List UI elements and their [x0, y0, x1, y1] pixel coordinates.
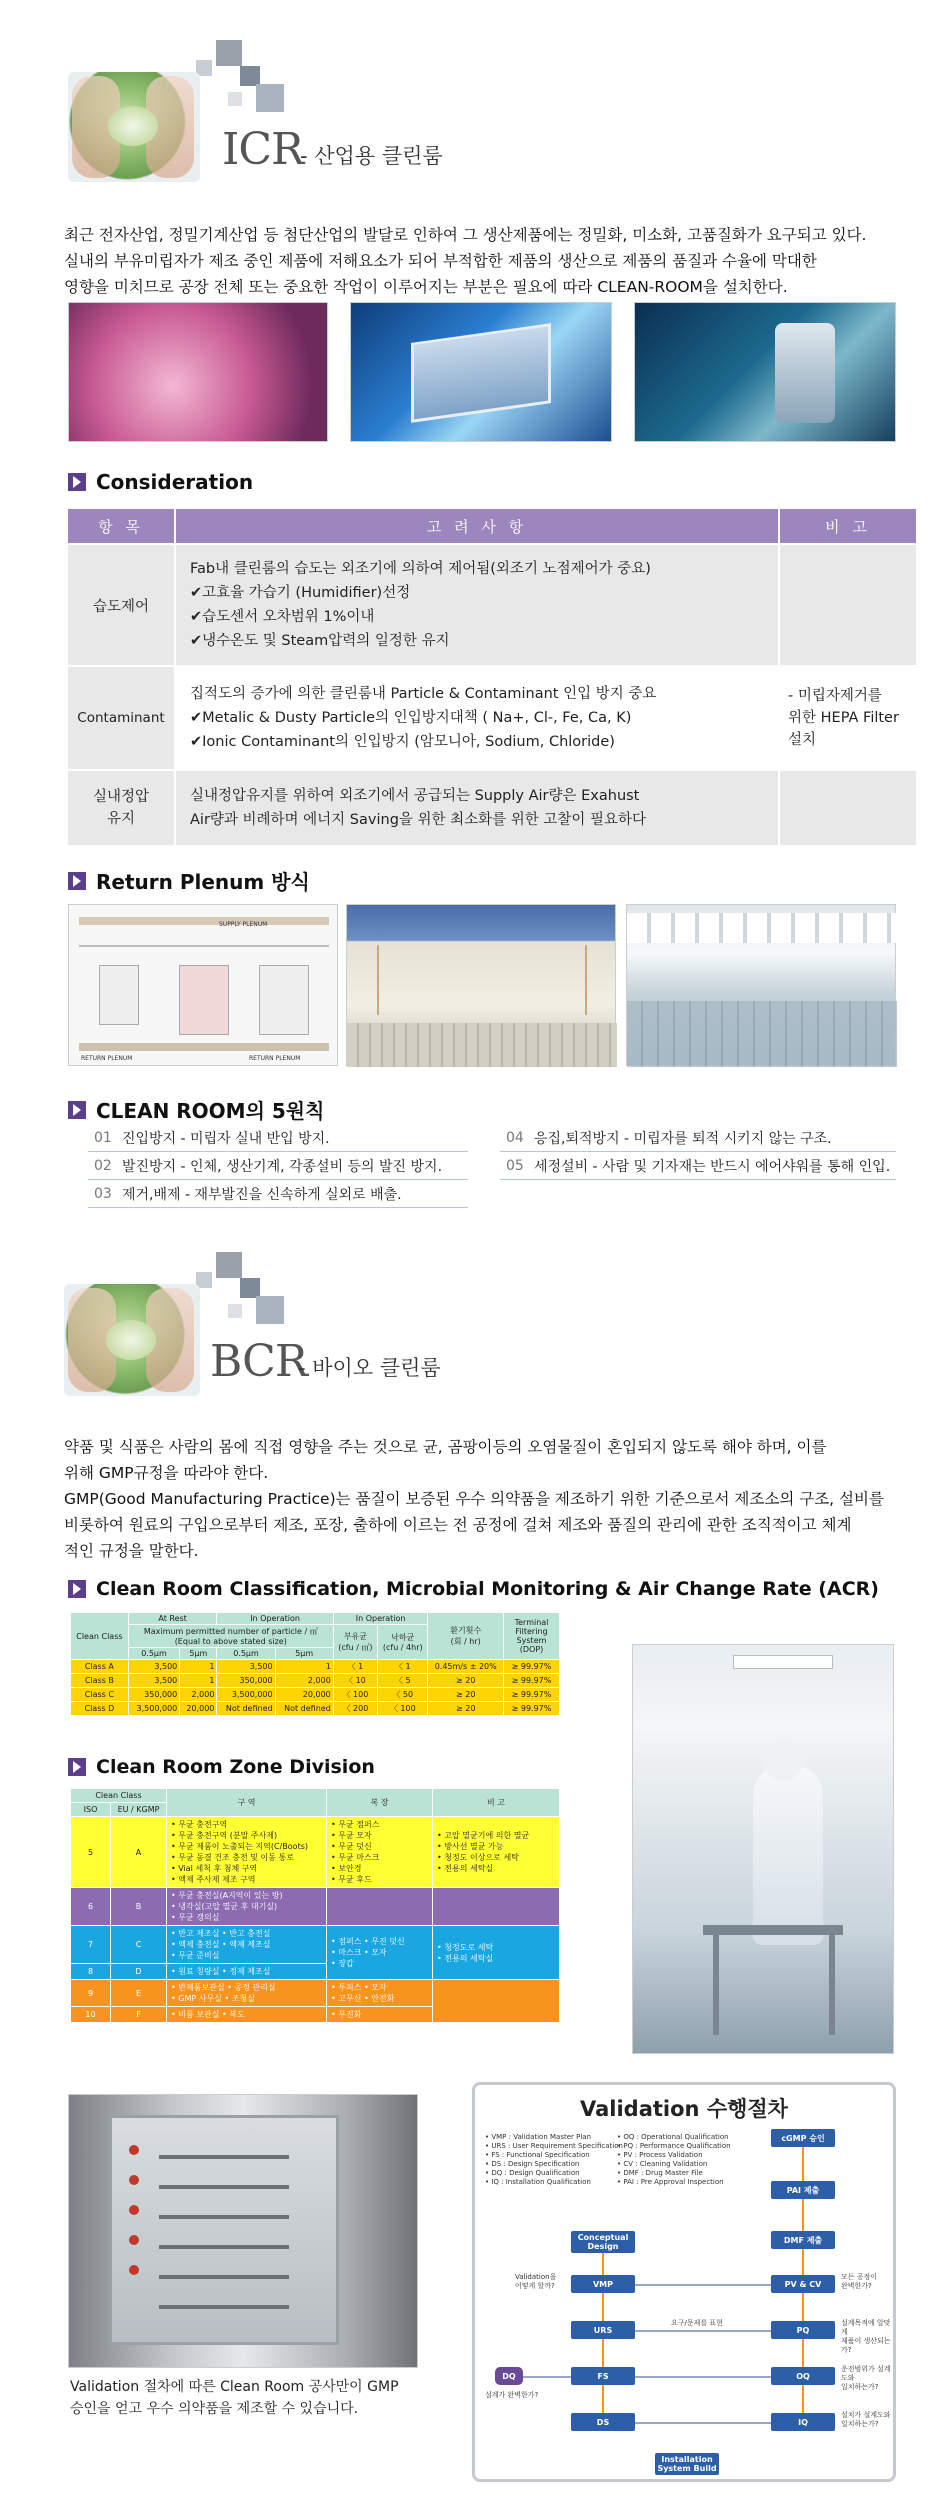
classification-heading	[68, 1578, 879, 1600]
consider-line: 실내정압유지를 위하여 외조기에서 공급되는 Supply Air량은 Exahust	[190, 788, 640, 804]
zone-header-note: 비 고	[433, 1789, 560, 1817]
consider-line: ✔습도센서 오차범위 1%이내	[190, 609, 375, 625]
arrow-bullet-icon	[68, 1101, 86, 1119]
bcr-subtitle: - 바이오 클린룸	[298, 1356, 441, 1380]
classification-cell: ≥ 99.97%	[504, 1674, 560, 1688]
zone-cell-area: • 반제품보관실 • 공정 관리실 • GMP 사무실 • 조청실	[167, 1980, 327, 2007]
zone-cell-area: • 원료 칭량실 • 정제 제조실	[167, 1964, 327, 1980]
classification-cell: Not defined	[275, 1702, 333, 1716]
op2-header: In Operation	[333, 1613, 428, 1625]
zone-cell-eu: E	[111, 1980, 167, 2007]
flow-connector	[802, 2385, 804, 2413]
icr-logo-image	[68, 72, 200, 182]
classification-cell: 350,000	[128, 1688, 179, 1702]
dmf-box: DMF 제출	[771, 2231, 835, 2249]
monitor-photo	[350, 302, 612, 442]
icr-intro-line: 실내의 부유미립자가 제조 중인 제품에 저해요소가 되어 부적합한 제품의 생산으로 제품의 품질과 수율에 막대한	[64, 252, 817, 270]
icr-title: ICR	[222, 124, 304, 175]
classification-cell: Class C	[71, 1688, 129, 1702]
zone-cell-area: • 무균 충전구역 • 무균 충전구역 (분말 주사제) • 무균 제품이 노출되는 지역(C/Boots) • 무균 동결 건조 충전 및 이동 통로 • Vial 세척 후 첨체 구역 • 액제 주사제 제조 구역	[167, 1817, 327, 1888]
principles-heading	[68, 1095, 324, 1124]
validation-caption: Validation 절차에 따른 Clean Room 공사만이 GMP 승인을 얻고 우수 의약품을 제조할 수 있습니다.	[70, 2379, 399, 2417]
consideration-table	[66, 507, 918, 847]
icr-intro-line: 영향을 미치므로 공장 전체 또는 중요한 작업이 이루어지는 부분은 필요에 따라 CLEAN-ROOM을 설치한다.	[64, 278, 788, 296]
passbox-photo	[68, 2094, 418, 2368]
term-header: Terminal Filtering System (DOP)	[504, 1613, 560, 1660]
flow-connector	[802, 2199, 804, 2231]
vmp-box: VMP	[571, 2275, 635, 2293]
ach-label: 환기횟수	[450, 1626, 482, 1635]
zone-cell-iso: 7	[71, 1926, 111, 1964]
classification-cell: 20,000	[180, 1702, 217, 1716]
classification-cell: 0.45m/s ± 20%	[428, 1660, 504, 1674]
principle-item	[500, 1124, 896, 1152]
return-plenum-title: Return Plenum 방식	[96, 870, 310, 894]
icr-intro-line: 최근 전자산업, 정밀기계산업 등 첨단산업의 발달로 인하여 그 생산제품에는 정밀화, 미소화, 고품질화가 요구되고 있다.	[64, 226, 867, 244]
principle-number: 04	[506, 1129, 524, 1146]
bcr-intro-line: 약품 및 식품은 사람의 몸에 직접 영향을 주는 것으로 균, 곰팡이등의 오염물질이 혼입되지 않도록 해야 하며, 이를	[64, 1438, 827, 1456]
classification-cell: 1	[275, 1660, 333, 1674]
classification-cell: 2,000	[275, 1674, 333, 1688]
zone-cell-eu: B	[111, 1888, 167, 1926]
table-header-consider: 고 려 사 항	[175, 508, 779, 544]
consider-line: Fab내 클린룸의 습도는 외조기에 의하여 제어됨(외조기 노점제어가 중요)	[190, 561, 651, 577]
classification-cell: 3,500	[128, 1674, 179, 1688]
zone-cell-iso: 9	[71, 1980, 111, 2007]
bcr-intro-line: 위해 GMP규정을 따라야 한다.	[64, 1464, 269, 1482]
oq-box: OQ	[771, 2367, 835, 2385]
classification-cell: ≥ 99.97%	[504, 1702, 560, 1716]
zone-header-iso: ISO	[71, 1803, 111, 1817]
zone-table	[70, 1788, 560, 2023]
wafer-photo	[68, 302, 328, 442]
install-box: Installation System Build	[655, 2453, 719, 2475]
cleanroom-worker-photo	[632, 1644, 894, 2054]
classification-cell: 〈 100	[333, 1688, 377, 1702]
table-cell-note	[779, 544, 917, 666]
consider-line: 집적도의 증가에 의한 클린룸내 Particle & Contaminant 인입 방지 중요	[190, 686, 657, 702]
classification-cell: ≥ 99.97%	[504, 1660, 560, 1674]
arrow-bullet-icon	[68, 473, 86, 491]
classification-cell: 3,500,000	[217, 1688, 275, 1702]
icr-subtitle: - 산업용 클린룸	[300, 144, 443, 168]
zone-row	[71, 1817, 560, 1888]
zone-cell-area: • 무균 충전실(A지역이 있는 방) • 냉각실(고압 멸균 후 대기실) • 무균 갱의실	[167, 1888, 327, 1926]
classification-cell: 〈 10	[333, 1674, 377, 1688]
flow-connector	[802, 2249, 804, 2275]
flow-connector	[802, 2293, 804, 2321]
table-cell-note: - 미립자제거를 위한 HEPA Filter 설치	[779, 666, 917, 770]
zone-cell-eu: C	[111, 1926, 167, 1964]
max-label2: (Equal to above stated size)	[174, 1637, 287, 1646]
bcr-title: BCR	[210, 1336, 307, 1387]
pq-box: PQ	[771, 2321, 835, 2339]
classification-row	[71, 1688, 560, 1702]
arrow-bullet-icon	[68, 1580, 86, 1598]
flow-connector	[635, 2422, 771, 2424]
ach-header	[428, 1613, 504, 1660]
classification-cell: 〈 50	[378, 1688, 428, 1702]
classification-cell: Class B	[71, 1674, 129, 1688]
flow-connector	[802, 2147, 804, 2181]
classification-row	[71, 1674, 560, 1688]
iq-box: IQ	[771, 2413, 835, 2431]
dq-box: DQ	[495, 2367, 523, 2385]
table-cell-consider	[175, 544, 779, 666]
validation-legend-left: • VMP : Validation Master Plan • URS : User Requirement Specification • FS : Functional Specification • DS : Design Specification • DQ : Design Qualification • IQ : Installation Qualification	[485, 2133, 623, 2186]
principle-text: 발진방지 - 인체, 생산기계, 각종설비 등의 발진 방지.	[122, 1158, 443, 1175]
arrow-bullet-icon	[68, 1758, 86, 1776]
zone-cell-area: • 반고 제조실 • 반고 충전실 • 액제 충전실 • 액제 제조실 • 무균 준비실	[167, 1926, 327, 1964]
zone-cell-eu: A	[111, 1817, 167, 1888]
oq-question: 운전범위가 설계도와 일치하는가?	[841, 2365, 891, 2391]
classification-cell: 20,000	[275, 1688, 333, 1702]
float-header	[333, 1625, 377, 1660]
size-header: 5μm	[275, 1648, 333, 1660]
consider-line: ✔냉수온도 및 Steam압력의 일정한 유지	[190, 633, 450, 649]
return-plenum-heading	[68, 866, 310, 895]
principle-number: 02	[94, 1157, 112, 1174]
vmp-question: Validation을 어떻게 할까?	[515, 2273, 557, 2290]
table-cell-consider	[175, 666, 779, 770]
principle-number: 03	[94, 1185, 112, 1202]
flow-connector	[635, 2376, 771, 2378]
classification-cell: 〈 1	[378, 1660, 428, 1674]
zone-cell-note	[433, 1980, 560, 2023]
max-header	[128, 1625, 333, 1648]
zone-header-eu: EU / KGMP	[111, 1803, 167, 1817]
plenum-label: RETURN PLENUM	[249, 1055, 301, 1062]
zone-cell-iso: 8	[71, 1964, 111, 1980]
zone-cell-area: • 비품 보관실 • 복도	[167, 2007, 327, 2023]
flow-connector	[635, 2284, 771, 2286]
classification-cell: ≥ 20	[428, 1688, 504, 1702]
flow-connector	[602, 2253, 604, 2275]
flow-connector	[602, 2385, 604, 2413]
zone-cell-eu: F	[111, 2007, 167, 2023]
cleanroom-real-photo	[626, 904, 896, 1066]
microscope-photo	[634, 302, 896, 442]
principle-number: 01	[94, 1129, 112, 1146]
pv-question: 모든 공정이 완벽한가?	[841, 2273, 878, 2290]
table-header-note: 비 고	[779, 508, 917, 544]
zone-cell-dress: • 무진화	[327, 2007, 433, 2023]
validation-flowchart	[472, 2082, 896, 2482]
classification-cell: ≥ 20	[428, 1702, 504, 1716]
fall-label: 낙하균	[391, 1633, 415, 1642]
float-label: 부유균	[343, 1632, 367, 1641]
classification-cell: ≥ 20	[428, 1674, 504, 1688]
bcr-logo-image	[64, 1284, 200, 1396]
plenum-label: RETURN PLENUM	[81, 1055, 133, 1062]
zone-header-area: 구 역	[167, 1789, 327, 1817]
size-header: 0.5μm	[128, 1648, 179, 1660]
classification-cell: Class D	[71, 1702, 129, 1716]
zone-title: Clean Room Zone Division	[96, 1756, 375, 1778]
zone-row	[71, 1888, 560, 1926]
classification-cell: 3,500	[217, 1660, 275, 1674]
pq-question: 설계목적에 알맞게 제품이 생산되는가?	[841, 2319, 891, 2354]
bcr-intro-line: 비롯하여 원료의 구입으로부터 제조, 포장, 출하에 이르는 전 공정에 걸쳐 제조와 품질의 관리에 관한 조직적이고 체계	[64, 1516, 852, 1534]
zone-cell-note: • 고압 멸균기에 의한 멸균 • 방사선 멸균 가능 • 청정도 이상으로 세탁 • 전용의 세탁실	[433, 1817, 560, 1888]
zone-cell-dress: • 무균 점퍼스 • 무균 모자 • 무균 덧신 • 무균 마스크 • 보안경 • 무균 후드	[327, 1817, 433, 1888]
classification-cell: 〈 200	[333, 1702, 377, 1716]
flow-connector	[602, 2339, 604, 2367]
bcr-intro-line: 적인 규정을 말한다.	[64, 1542, 199, 1560]
bcr-intro	[64, 1434, 898, 1564]
zone-cell-dress	[327, 1888, 433, 1926]
classification-cell: 350,000	[217, 1674, 275, 1688]
plenum-diagram	[68, 904, 338, 1066]
classification-cell: 〈 5	[378, 1674, 428, 1688]
table-header-item: 항 목	[67, 508, 175, 544]
classification-cell: Class A	[71, 1660, 129, 1674]
pvcv-box: PV & CV	[771, 2275, 835, 2293]
ds-box: DS	[571, 2413, 635, 2431]
flow-connector	[523, 2376, 571, 2378]
zone-cell-iso: 10	[71, 2007, 111, 2023]
float-unit: (cfu / ㎥)	[338, 1643, 373, 1652]
classification-cell: 3,500,000	[128, 1702, 179, 1716]
principles-title: CLEAN ROOM의 5원칙	[96, 1099, 325, 1123]
zone-cell-dress: • 점퍼스 • 무진 덧신 • 마스크 • 모자 • 장갑	[327, 1926, 433, 1980]
bcr-intro-line: GMP(Good Manufacturing Practice)는 품질이 보증된 우수 의약품을 제조하기 위한 기준으로서 제조소의 구조, 설비를	[64, 1490, 884, 1508]
consider-line: ✔Ionic Contaminant의 인입방지 (암모니아, Sodium, Chloride)	[190, 734, 615, 750]
principle-text: 제거,배제 - 재부발진을 신속하게 실외로 배출.	[122, 1186, 402, 1203]
plenum-label: SUPPLY PLENUM	[219, 921, 268, 928]
table-cell-item: 실내정압 유지	[67, 770, 175, 846]
principle-item	[500, 1152, 896, 1180]
ach-unit: (회 / hr)	[450, 1637, 481, 1646]
principle-text: 응집,퇴적방지 - 미립자를 퇴적 시키지 않는 구조.	[534, 1130, 832, 1147]
principle-item	[88, 1124, 468, 1152]
principle-item	[88, 1152, 468, 1180]
classification-cell: 〈 1	[333, 1660, 377, 1674]
op-header: In Operation	[217, 1613, 333, 1625]
table-cell-item: Contaminant	[67, 666, 175, 770]
principle-item	[88, 1180, 468, 1208]
consider-line: ✔Metalic & Dusty Particle의 인입방지대책 ( Na+, Cl-, Fe, Ca, K)	[190, 710, 632, 726]
dq-question: 설계가 완벽한가?	[485, 2391, 539, 2399]
urs-pq-note: 요구/문제를 표현	[671, 2319, 723, 2327]
zone-cell-note: • 청정도로 세탁 • 전용의 세탁실	[433, 1926, 560, 1980]
principle-text: 세정설비 - 사람 및 기자재는 반드시 에어샤워를 통해 인입.	[534, 1158, 891, 1175]
classification-table	[70, 1612, 560, 1716]
cleanroom-render-photo	[346, 904, 616, 1066]
consideration-title: Consideration	[96, 470, 254, 494]
size-header: 5μm	[180, 1648, 217, 1660]
class-header: Clean Class	[71, 1613, 129, 1660]
fs-box: FS	[571, 2367, 635, 2385]
classification-title: Clean Room Classification, Microbial Monitoring & Air Change Rate (ACR)	[96, 1578, 879, 1600]
urs-box: URS	[571, 2321, 635, 2339]
zone-header-dress: 복 장	[327, 1789, 433, 1817]
classification-cell: 〈 100	[378, 1702, 428, 1716]
classification-row	[71, 1660, 560, 1674]
zone-header-class: Clean Class	[71, 1789, 167, 1803]
consider-line: ✔고효율 가습기 (Humidifier)선정	[190, 585, 411, 601]
zone-cell-iso: 5	[71, 1817, 111, 1888]
rest-header: At Rest	[128, 1613, 217, 1625]
max-label: Maximum permitted number of particle / ㎥	[143, 1627, 318, 1636]
icr-intro	[64, 222, 894, 300]
table-cell-consider	[175, 770, 779, 846]
principle-text: 진입방지 - 미립자 실내 반입 방지.	[122, 1130, 330, 1147]
cgmp-box: cGMP 승인	[771, 2129, 835, 2147]
classification-row	[71, 1702, 560, 1716]
zone-row	[71, 1926, 560, 1964]
flow-connector	[602, 2293, 604, 2321]
zone-cell-eu: D	[111, 1964, 167, 1980]
classification-cell: 1	[180, 1674, 217, 1688]
concept-box: Conceptual Design	[571, 2231, 635, 2253]
zone-cell-dress: • 투피스 • 모자 • 고무신 • 안전화	[327, 1980, 433, 2007]
pai-box: PAI 제출	[771, 2181, 835, 2199]
flow-connector	[635, 2330, 771, 2332]
zone-cell-note	[433, 1888, 560, 1926]
fall-unit: (cfu / 4hr)	[382, 1643, 423, 1652]
zone-row	[71, 1980, 560, 2007]
classification-cell: Not defined	[217, 1702, 275, 1716]
table-cell-item: 습도제어	[67, 544, 175, 666]
classification-cell: 2,000	[180, 1688, 217, 1702]
validation-legend-right: • OQ : Operational Qualification • PQ : Performance Qualification • PV : Process Validation • CV : Cleaning Validation • DMF : Drug Master File • PAI : Pre Approval Inspection	[617, 2133, 731, 2186]
validation-title: Validation 수행절차	[580, 2097, 788, 2121]
fall-header	[378, 1625, 428, 1660]
consider-line: Air량과 비례하며 에너지 Saving을 위한 최소화를 위한 고찰이 필요하다	[190, 812, 647, 828]
zone-heading	[68, 1756, 375, 1778]
arrow-bullet-icon	[68, 872, 86, 890]
table-cell-note	[779, 770, 917, 846]
classification-cell: 3,500	[128, 1660, 179, 1674]
consideration-heading	[68, 470, 253, 494]
iq-question: 설치가 설계도와 일치하는가?	[841, 2411, 891, 2428]
classification-cell: 1	[180, 1660, 217, 1674]
classification-cell: ≥ 99.97%	[504, 1688, 560, 1702]
flow-connector	[802, 2339, 804, 2367]
zone-cell-iso: 6	[71, 1888, 111, 1926]
size-header: 0.5μm	[217, 1648, 275, 1660]
principle-number: 05	[506, 1157, 524, 1174]
